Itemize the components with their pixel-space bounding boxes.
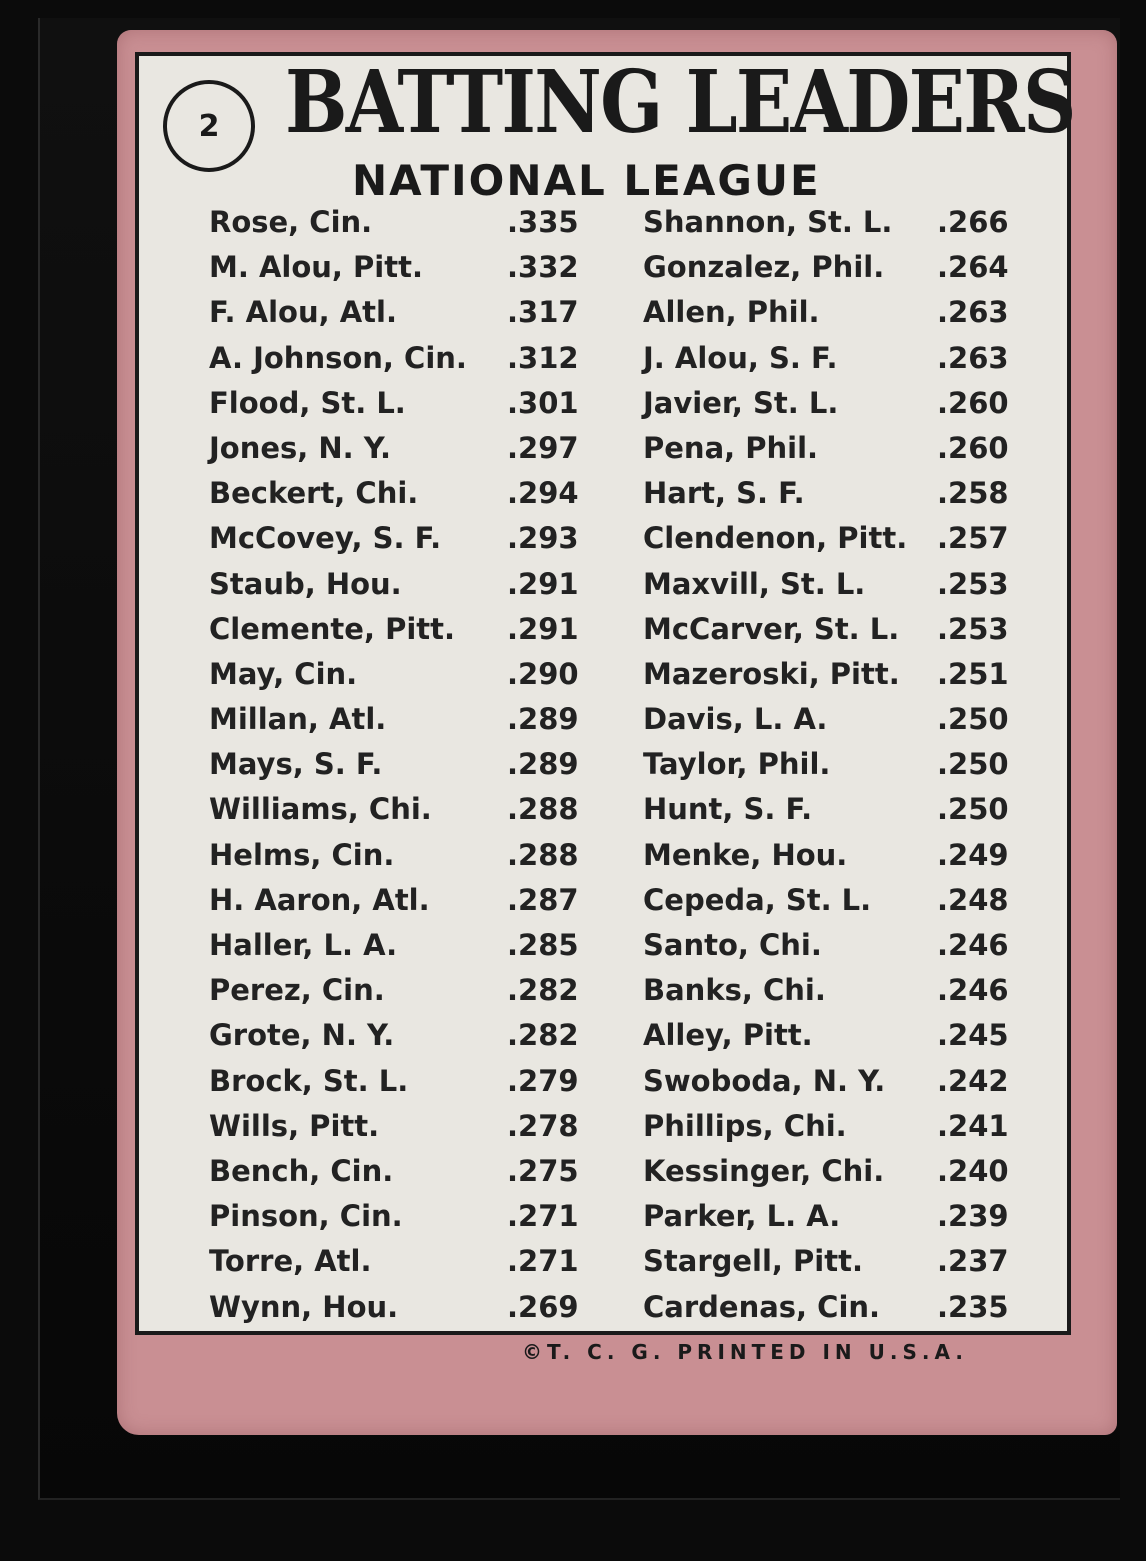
batting-average: .260	[937, 430, 1009, 465]
player-name: Wynn, Hou.	[209, 1289, 399, 1324]
player-name: Clendenon, Pitt.	[643, 521, 908, 556]
player-name: Perez, Cin.	[209, 973, 385, 1008]
player-name: Wills, Pitt.	[209, 1108, 380, 1143]
player-name: Cepeda, St. L.	[643, 882, 872, 917]
batting-average: .251	[937, 656, 1009, 691]
player-name: Clemente, Pitt.	[209, 611, 456, 646]
batting-average: .264	[937, 250, 1009, 285]
batting-average: .250	[937, 747, 1009, 782]
batting-average: .248	[937, 882, 1009, 917]
player-name: Williams, Chi.	[209, 792, 432, 827]
player-name: Helms, Cin.	[209, 837, 395, 872]
batting-average: .291	[507, 611, 579, 646]
player-name: Staub, Hou.	[209, 566, 402, 601]
batting-average: .253	[937, 611, 1009, 646]
batting-average: .289	[507, 747, 579, 782]
batting-average: .263	[937, 295, 1009, 330]
player-name: H. Aaron, Atl.	[209, 882, 430, 917]
player-name: Hunt, S. F.	[643, 792, 813, 827]
batting-average: .269	[507, 1289, 579, 1324]
player-name: Pena, Phil.	[643, 430, 819, 465]
batting-average: .263	[937, 340, 1009, 375]
player-name: Phillips, Chi.	[643, 1108, 847, 1143]
player-name: Hart, S. F.	[643, 476, 805, 511]
player-name: Menke, Hou.	[643, 837, 848, 872]
batting-average: .288	[507, 837, 579, 872]
player-name: Santo, Chi.	[643, 928, 822, 962]
card-title: BATTING LEADERS	[285, 52, 1075, 153]
player-name: Swoboda, N. Y.	[643, 1063, 886, 1098]
player-name: Mazeroski, Pitt.	[643, 656, 900, 691]
batting-average: .245	[937, 1018, 1009, 1053]
player-name: Javier, St. L.	[643, 385, 839, 420]
batting-average: .240	[937, 1153, 1009, 1188]
batting-average: .242	[937, 1063, 1009, 1098]
player-name: J. Alou, S. F.	[643, 340, 838, 375]
player-name: Bench, Cin.	[209, 1153, 394, 1188]
player-name: McCovey, S. F.	[209, 521, 442, 556]
player-name: Taylor, Phil.	[643, 747, 831, 782]
player-name: Flood, St. L.	[209, 385, 406, 420]
player-name: Torre, Atl.	[209, 1244, 372, 1279]
batting-average: .282	[507, 1018, 579, 1053]
batting-average: .301	[507, 385, 579, 420]
batting-average: .332	[507, 250, 579, 285]
card-number-badge	[163, 80, 255, 172]
batting-average: .335	[507, 205, 579, 239]
player-name: Alley, Pitt.	[643, 1018, 813, 1053]
card-number: 2	[198, 108, 220, 144]
player-name: Allen, Phil.	[643, 295, 820, 330]
batting-average: .289	[507, 702, 579, 737]
player-name: Cardenas, Cin.	[643, 1289, 881, 1324]
batting-average: .279	[507, 1063, 579, 1098]
player-name: Millan, Atl.	[209, 702, 387, 737]
player-name: Banks, Chi.	[643, 973, 826, 1008]
batting-average: .282	[507, 973, 579, 1008]
batting-average: .260	[937, 385, 1009, 420]
batting-average: .250	[937, 702, 1009, 737]
player-name: M. Alou, Pitt.	[209, 250, 423, 285]
batting-average: .317	[507, 295, 579, 330]
batting-average: .235	[937, 1289, 1009, 1324]
batting-average: .253	[937, 566, 1009, 601]
player-name: Parker, L. A.	[643, 1199, 841, 1234]
copyright-footer: ©T. C. G. PRINTED IN U.S.A.	[522, 1340, 968, 1364]
batting-average: .294	[507, 476, 579, 511]
player-name: McCarver, St. L.	[643, 611, 900, 646]
batting-average: .275	[507, 1153, 579, 1188]
batting-average: .297	[507, 430, 579, 465]
card-subtitle: NATIONAL LEAGUE	[352, 156, 821, 205]
batting-average: .312	[507, 340, 579, 375]
batting-average: .290	[507, 656, 579, 691]
player-name: Gonzalez, Phil.	[643, 250, 885, 285]
player-name: Jones, N. Y.	[209, 430, 392, 465]
player-name: Haller, L. A.	[209, 928, 398, 962]
batting-average: .246	[937, 928, 1009, 962]
player-name: Maxvill, St. L.	[643, 566, 866, 601]
player-name: F. Alou, Atl.	[209, 295, 397, 330]
batting-average: .278	[507, 1108, 579, 1143]
player-name: Brock, St. L.	[209, 1063, 409, 1098]
player-name: Pinson, Cin.	[209, 1199, 403, 1234]
player-name: A. Johnson, Cin.	[209, 340, 467, 375]
player-name: Davis, L. A.	[643, 702, 828, 737]
player-name: Kessinger, Chi.	[643, 1153, 885, 1188]
batting-average: .257	[937, 521, 1009, 556]
batting-average: .258	[937, 476, 1009, 511]
batting-average: .239	[937, 1199, 1009, 1234]
player-name: Shannon, St. L.	[643, 205, 893, 239]
player-name: Mays, S. F.	[209, 747, 383, 782]
batting-average: .293	[507, 521, 579, 556]
player-name: Grote, N. Y.	[209, 1018, 395, 1053]
batting-average: .237	[937, 1244, 1009, 1279]
batting-average: .246	[937, 973, 1009, 1008]
player-name: Beckert, Chi.	[209, 476, 419, 511]
batting-average: .291	[507, 566, 579, 601]
batting-average: .285	[507, 928, 579, 962]
batting-average: .271	[507, 1199, 579, 1234]
batting-average: .249	[937, 837, 1009, 872]
batting-average: .271	[507, 1244, 579, 1279]
player-name: Rose, Cin.	[209, 205, 373, 239]
batting-average: .266	[937, 205, 1009, 239]
player-name: May, Cin.	[209, 656, 358, 691]
batting-average: .250	[937, 792, 1009, 827]
batting-average: .288	[507, 792, 579, 827]
player-name: Stargell, Pitt.	[643, 1244, 863, 1279]
batting-average: .287	[507, 882, 579, 917]
batting-average: .241	[937, 1108, 1009, 1143]
